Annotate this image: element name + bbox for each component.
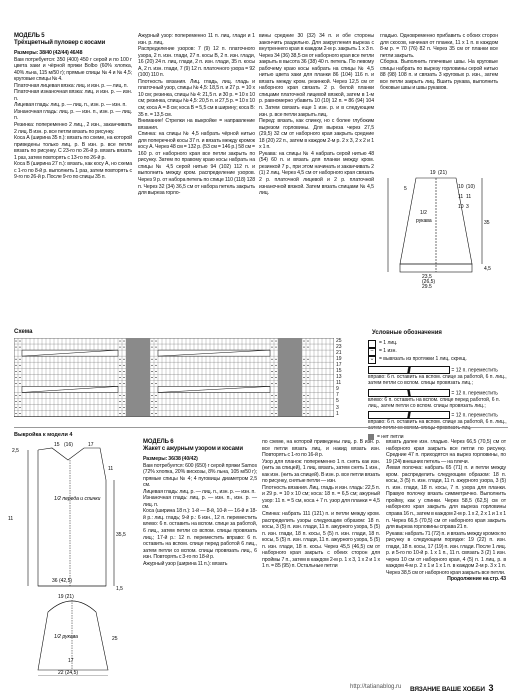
paragraph: гладью. Одновременно прибавить с обоих сторон для скосов, начиная от планки, 11 х 1 п. в каждом 8-м р. = 70 (76) 82 п. Через 35 см от планки все петли закрыть. xyxy=(380,33,498,59)
cable-right-icon xyxy=(368,366,450,374)
legend-item: = 1 лиц. xyxy=(368,340,508,348)
pattern-label: 17 xyxy=(68,658,74,664)
sleeve-label: 23,5 xyxy=(422,274,432,280)
paragraph: Платочная лицевая вязка: лиц. и изн. р. — лиц. п. xyxy=(14,82,128,89)
paragraph: Узор для планок: попеременно 1 п. снять как изн. (нить за спицей), 1 лиц. вязать, затем снять 1 изн., как изн. (нить за спицей). В изн. р. все петли вязать по рисунку, снятые петли — изн. xyxy=(262,458,380,485)
twisted-stitch-icon: ᴗ xyxy=(368,356,376,364)
sleeve-label: 10 xyxy=(458,184,464,190)
paragraph: Рукава: набрать 71 (72) п. и вязать между кромок по рисунку в следующем порядке: 19 (22) п. изн. глади, 18 п. косы, 17 (19) п. изн. глади. После 1 лиц. р. и 5-го по 10-й р. 1 х 1 п., 11 п. связать 3 (2) 1 изн. через 10 см от наборного края, 4 (5) п. 1 лиц. р. в каждом 4-м р. 2 х 1 и 1 х 1 п. в каждом 2-м р. 3 х 1 п. Через 38,5 см от наборного края закрыть все петли. xyxy=(386,530,506,576)
pattern-label: 11 xyxy=(8,516,14,522)
row-number: 7 xyxy=(336,392,339,399)
footer-url[interactable]: http://tatianablog.ru xyxy=(350,684,402,690)
row-number: 13 xyxy=(336,374,342,381)
paragraph: вязать далее изн. гладью. Через 66,5 (70,5) см от наборного края закрыть все петли по рисунку. Средние 47 п. приходятся на вырез горловины, по 19 (24) внешних петель — на плечи. xyxy=(386,439,506,465)
pattern-label: (16) xyxy=(64,442,73,448)
paragraph: Изнаночная гладь: лиц. р. — изн. п., изн. р. — лиц. п. xyxy=(14,108,132,122)
paragraph: Коса (ширина 18 п.): 1-й — 8-й, 10-й — 16-й и 18-й р.: лиц. гладь; 9-й р.: 6 изн., 12 п. переместить влево: 6 п. оставить на вспом. спице за работой, 6 лиц., затем петли со вспом. спицы провязать лиц.; 17-й р.: 12 п. переместить вправо: 6 п. оставить на вспом. спице перед работой 6 лиц., затем петли со вспом. спицы провязать лиц., 6 изн. Повторять с 3-го по 18-й р. xyxy=(143,508,257,561)
paragraph: Ажурный узор: попеременно 11 п. лиц. глади и 1 изн. р. лиц. xyxy=(138,33,255,46)
row-number: 1 xyxy=(336,410,339,417)
sleeve-label: 35 xyxy=(484,220,490,226)
paragraph: Изнаночная гладь: лиц. р. — изн. п., изн. р. — лиц. п. xyxy=(143,495,257,508)
row-number: 15 xyxy=(336,368,342,375)
column-model5-part3 xyxy=(259,33,374,197)
pattern-label: 36 (42,5) xyxy=(52,578,73,584)
sleeve-label: 10 xyxy=(458,204,464,210)
pattern-label: 19 (21) xyxy=(58,594,74,600)
column-model5-intro xyxy=(14,33,132,181)
legend-item: = нет петли xyxy=(368,434,508,440)
legend-item: = 12 п. переместить вправо: 6 п. оставить на вспом. спице за работой, 6 п. лиц., затем петли со вспом. спицы провязать лиц.; xyxy=(368,367,507,387)
cable-right-icon xyxy=(368,411,450,419)
pattern-label: 35,5 xyxy=(116,532,126,538)
paragraph: Ажурный узор (ширина 11 п.): вязать xyxy=(143,560,228,567)
paragraph: Лицевая гладь: лиц. р. — лиц. п., изн. р. — изн. п. xyxy=(14,102,127,109)
column-model6-part2 xyxy=(262,439,380,570)
column-model5-part4 xyxy=(380,33,498,92)
paragraph: Левая полочка: набрать 65 (71) п. и петли между кром. распределить следующим образом: 18 п. косы, 3 (5) п. изн. глади, 11 п. ажурного узора, 3 (5) п. изн. глади, 18 п. косы, 7 п. узора для планки. Правую полочку вязать симметрично. Выполнить пройму, как у спинки. Через 58,5 (62,5) см от наборного края закрыть для выреза горловины справа 16 п., затем в каждом 2-м р. 1 х 2, 2 х 1 и 1 х 1 п. Через 66,5 (70,5) см от наборного края закрыть для выреза горловины справа 21 п. xyxy=(386,465,506,531)
model6-subtitle: Жакет с ажурным узором и косами xyxy=(143,446,243,452)
column-model6-part3 xyxy=(386,439,506,583)
column-model5-part2 xyxy=(138,33,255,197)
legend-item: = 12 п. переместить влево: 6 п. оставить на вспом. спице перед работой, 6 п. лиц., затем петли со вспом. спицы провязать лиц.; xyxy=(368,389,500,409)
row-number: 9 xyxy=(336,386,339,393)
row-number: 17 xyxy=(336,362,342,369)
paragraph: Вам потребуется: 600 (650) г серой пряжи Samos (72% хлопка, 20% вискозы, 8% льна, 105 м/50 г); прямые спицы № 4; 4 пуговицы диаметром 2,5 см. xyxy=(143,462,257,489)
legend-title: Условные обозначения xyxy=(372,330,442,336)
row-number: 21 xyxy=(336,350,342,357)
legend xyxy=(368,340,508,440)
paragraph: Перед: вязать, как спинку, но с более глубоким вырезом горловины. Для выреза через 27,5 (29,5) 32 см от наборного края закрыть средние 18 (20) 22 п., затем в каждом 2-м р. 2 х 3, 2 х 2 и 1 х 1 п. xyxy=(259,118,374,151)
legend-item: ᴗ = вывязать из протяжки 1 лиц. скрещ. xyxy=(368,356,508,364)
paragraph: Плотность вязания. Лиц. гладь и изн. гладь: 22,5 п. и 29 р. = 10 х 10 см; коса: 18 п. = 6,5 см; ажурный узор: 11 п. = 5 см, коса + 7 п. узор для планки = 4,5 см. xyxy=(262,484,380,511)
legend-item: = 12 п. переместить вправо: 6 п. оставить на вспом. спице за работой, 6 п. лиц., затем петли со вспом. спицы провязать лиц. xyxy=(368,412,507,432)
knit-symbol-icon xyxy=(368,340,376,348)
paragraph: Плотность вязания. Лиц. гладь, лиц. гладь и платочный узор, спицы № 4,5: 18,5 п. и 27 р. = 10 х 10 см; резинка, спицы № 4: 21,5 п. и 30 р. = 10 х 10 см; резинка, спицы № 4,5: 20,5 п. и 27,5 р. = 10 х 10 см; коса А = 8 см; коса В = 5,5 см в ширину; коса В: 35 п. = 13,5 см. xyxy=(138,78,255,118)
paragraph: Распределение узоров: 7 (9) 12 п. платочного узора, 2 п. изн. глади, 27 п. косы В, 2 п. изн. глади, 16 (20) 24 п. лиц. глади, 2 п. изн. глади, 35 п. косы А, 2 п. изн. глади, 7 (9) 12 п. платочного узора = 92 (100) 110 п. xyxy=(138,46,255,79)
paragraph: Лицевая гладь: лиц. р. — лиц. п., изн. р. — изн. п. xyxy=(143,488,256,495)
model6-title: МОДЕЛЬ 6 xyxy=(143,439,174,445)
sleeve-label: 4,5 xyxy=(484,266,491,272)
pattern-label: 22 (24,5) xyxy=(58,670,79,676)
row-number: 3 xyxy=(336,404,339,411)
pattern-label: 15 xyxy=(54,442,60,448)
paragraph: Коса А (ширина 35 п.): вязать по схеме, на которой приведены только лиц. р. В изн. р. все петли вязать по рисунку. С 23-го по 26-й р. вязать вязать 1 раз, затем повторять с 13-го по 26-й р. xyxy=(14,135,132,161)
paragraph: по схеме, на которой приведены лиц. р. В изн. р. все петли вязать лиц. и накид вязать изн. Повторять с 1-го по 16-й р. xyxy=(262,439,380,459)
paragraph: Размеры: 38/40 (42/44) 46/48 xyxy=(14,50,83,56)
sleeve-label: 29,5 xyxy=(422,284,432,288)
sleeve-diagram xyxy=(378,168,508,288)
pattern-model4-diagram xyxy=(8,440,136,676)
pattern-label: 1/2 переда и спинки xyxy=(54,496,101,502)
sleeve-label: 19 xyxy=(430,170,436,176)
row-number: 11 xyxy=(336,380,342,387)
pattern-label: 25 xyxy=(112,636,118,642)
sleeve-label: 3 xyxy=(466,204,469,210)
model5-subtitle: Трёхцветный пуловер с косами xyxy=(14,40,106,46)
sleeve-label: (10) xyxy=(466,184,475,190)
section-divider xyxy=(14,427,508,428)
row-number: 19 xyxy=(336,356,342,363)
scheme-title: Схема xyxy=(14,329,33,335)
paragraph: Рукава: на спицы № 4 набрать серой нитью 48 (54) 60 п. и вязать для планки между кром. резинкой 7 р., при этом начинать и заканчивать 2 (1) 2 лиц. Через 4,5 см от наборного края связать 2 р. платочной лицевой и 2 р. платочной изнаночной вязкой. Затем вязать спицами № 4,5 лиц. xyxy=(259,150,374,197)
row-number: 5 xyxy=(336,398,339,405)
pattern-label: 17 xyxy=(88,442,94,448)
paragraph: Размеры: 36/38 (40/42) xyxy=(143,456,198,462)
pattern-label: 11 xyxy=(108,466,114,472)
pattern-label: 2,5 xyxy=(12,448,19,454)
sleeve-label: (21) xyxy=(438,170,447,176)
footer-brand: ВЯЗАНИЕ ВАШЕ ХОББИ 3 xyxy=(410,683,494,693)
sleeve-label: рукава xyxy=(416,218,432,224)
paragraph: Коса В (ширина 27 п.): вязать, как косу А, но схема с 1-го по 8-й р. выполнить 1 раз, затем повторять с 9-го по 26-й р. После 9-го по спицы 35 п. xyxy=(14,161,132,181)
paragraph: Внимание! Стрелки на выкройке = направление вязания. xyxy=(138,118,255,131)
continued-note: Продолжение на стр. 43 xyxy=(447,576,506,583)
row-number: 25 xyxy=(336,338,342,344)
paragraph: Спинка: набрать 111 (121) п. и петли между кром. распределить узоры следующим образом: 18 п. косы, 3 (5) п. изн. глади, 11 п. ажурного узора, 5 (5) п. изн. глади, 18 п. косы, 5 (5) п. изн. глади, 18 п. косы, 5 (5) п. изн. глади, 11 п. ажурного узора, 5 (5) п. изн. глади, 18 п. косы. Через 45,5 (46,5) см от наборного края закрыть с обеих сторон для проймы 7 п., затем в каждом 2-м р. 1 х 3, 1 х 2 и 1 х 1 п. = 85 (95) п. Остальные петли xyxy=(262,511,380,570)
cable-left-icon xyxy=(368,389,450,397)
paragraph: Сборка. Выполнить плечевые швы. На круговые спицы набрать по вырезу горловины серой нитью 88 (98) 108 п. и связать 3 круговых р. изн., затем все петли закрыть лиц. Вшить рукава, выполнить боковые швы и швы рукавов. xyxy=(380,59,498,92)
pattern-model4-title: Выкройка к модели 4 xyxy=(14,432,73,438)
sleeve-label: 11 xyxy=(458,194,464,200)
column-model6-intro xyxy=(143,439,257,567)
sleeve-label: 11 xyxy=(466,194,472,200)
pattern-label: 1,5 xyxy=(116,586,123,592)
row-number: 23 xyxy=(336,344,342,351)
sleeve-label: (26,5) xyxy=(422,279,436,285)
purl-symbol-icon: – xyxy=(368,348,376,356)
scheme-row-numbers xyxy=(336,338,342,417)
sleeve-label: 1/2 xyxy=(420,210,427,216)
sleeve-label: 5 xyxy=(404,186,407,192)
paragraph: Платочная изнаночная вязка: лиц. и изн. р. — изн. п. xyxy=(14,89,132,102)
legend-item: – = 1 изн. xyxy=(368,348,508,356)
paragraph: вины средние 30 (32) 34 п. и обе стороны закончить раздельно. Для закругления выреза с внутреннего края в каждом 2-м р. закрыть 1 х 3 п. Через 34 (36) 38,5 см от наборного края все петли закрыть в высота 36 (38) 40 п. петель. По левому рабочему краю косы набрать на спицы № 4,5 нитью цвета хаки для планки 86 (104) 116 п. и вязать между кром. резинкой. Через 12,5 см от наборного края связать 2 р. белой планки спицами платочной лицевой вязкой, затем в 1-м р. равномерно убавить 10 (10) 12 п. = 86 (94) 104 п. Затем связать еще 1 изн. р. и в следующем изн. р. все петли закрыть лиц. xyxy=(259,33,374,118)
model5-title: МОДЕЛЬ 5 xyxy=(14,33,45,39)
page-number: 3 xyxy=(488,683,494,693)
paragraph: Спинка: на спицы № 4,5 набрать чёрной нитью для поперечной косы 37 п. и вязать между кромок косу А. Через 48 см = 132 р. (53 см = 146 р.) 58 см = 160 р. от наборного края все петли закрыть по рисунку. Затем по правому краю косы набрать на спицы № 4,5 серой нитью 94 (102) 112 п. и выполнить между кром. распределение узоров. Через 9 р. от набора петель по спице 110 (118) 128 п. Через 32 (34) 36,5 см от набора петель закрыть для выреза горло- xyxy=(138,131,255,197)
paragraph: Вам потребуется: 350 (400) 450 г серой и по 100 г цвета хаки и чёрной пряжи Bolbo (60% хлопка, 40% льна, 115 м/50 г); прямые спицы № 4 и № 4,5; круговые спицы № 4. xyxy=(14,56,132,83)
paragraph: Резинка: попеременно 2 лиц., 2 изн., заканчивать 2 лиц. В изн. р. все петли вязать по рисунку. xyxy=(14,122,132,135)
pattern-label: 1/2 рукава xyxy=(54,634,78,640)
scheme-grid xyxy=(14,338,334,420)
